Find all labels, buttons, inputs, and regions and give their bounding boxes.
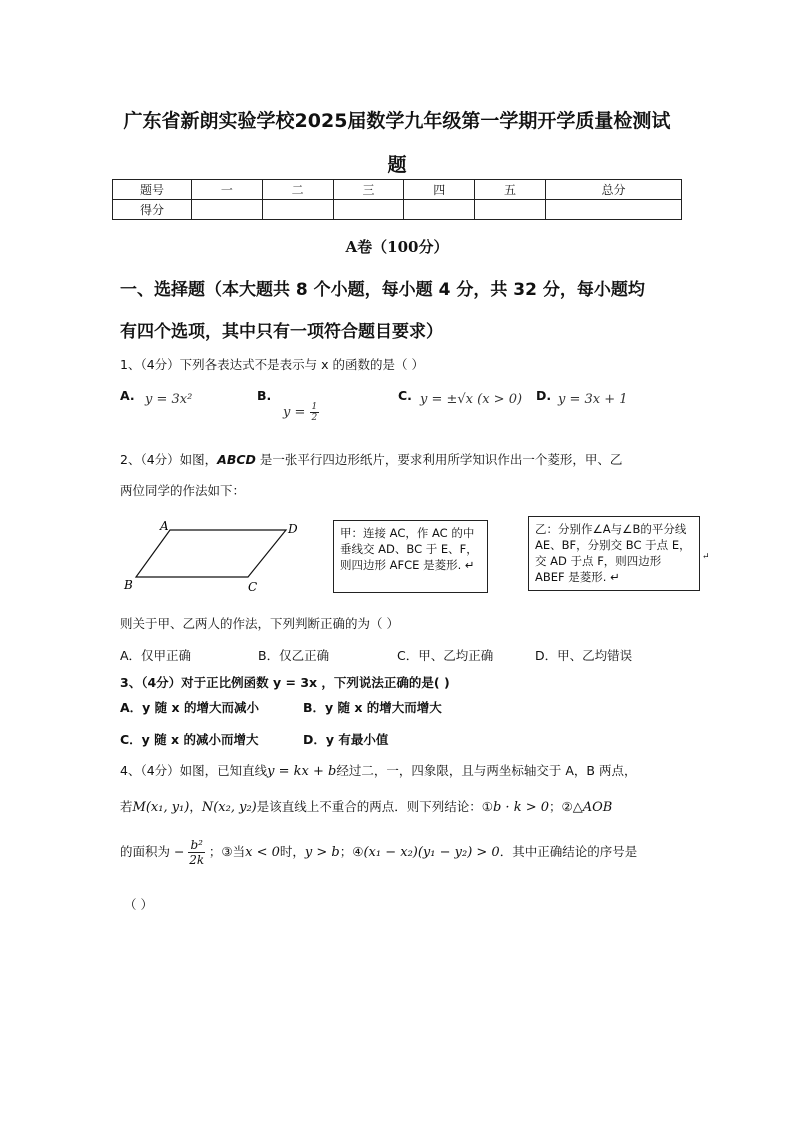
- q4-text: 经过二，一，四象限，且与两坐标轴交于 A，B 两点，: [336, 763, 637, 778]
- volume-heading: A卷（100分）: [345, 238, 449, 256]
- vertex-label-b: B: [124, 578, 133, 592]
- parallelogram-figure: [118, 515, 318, 597]
- q3-option-c: C．y 随 x 的减小而增大: [120, 732, 259, 747]
- q2-option-c: C．甲、乙均正确: [397, 648, 494, 663]
- q3-option-a: A．y 随 x 的增大而减小: [120, 700, 259, 715]
- fraction-denominator: 2: [311, 413, 318, 423]
- q1-option-c-label: C.: [398, 388, 412, 403]
- score-table-score-row: [113, 200, 682, 220]
- question-2-stem-continued: 两位同学的作法如下：: [120, 483, 246, 498]
- q4-conclusion-4: (x₁ − x₂)(y₁ − y₂) > 0: [363, 845, 500, 860]
- q4-text: ，: [189, 799, 202, 814]
- q1-option-b-label: B.: [257, 388, 272, 403]
- q2-option-b: B．仅乙正确: [258, 648, 330, 663]
- question-2-stem: [120, 450, 622, 468]
- q4-text: 若: [120, 799, 133, 814]
- q4-conclusion-1: b · k > 0: [492, 800, 549, 815]
- method-yi-box: 乙：分别作∠A与∠B的平分线 AE、BF，分别交 BC 于点 E，交 AD 于点 F，则四边形 ABEF 是菱形. ↵: [528, 516, 700, 591]
- vertex-label-d: D: [288, 522, 298, 536]
- method-jia-box: 甲：连接 AC，作 AC 的中垂线交 AD、BC 于 E、F，则四边形 AFCE 是菱形. ↵: [333, 520, 488, 593]
- q4-triangle: △AOB: [572, 800, 613, 815]
- score-table-header-row: [113, 180, 682, 200]
- q2-option-d: D．甲、乙均错误: [535, 648, 633, 663]
- score-input-cell[interactable]: [192, 200, 263, 220]
- q4-text: ；④: [339, 844, 364, 859]
- parallelogram-abcd: [136, 530, 286, 577]
- score-cell: 总分: [545, 180, 681, 200]
- q1-option-a-label: A.: [120, 388, 135, 403]
- question-2-question: 则关于甲、乙两人的作法，下列判断正确的为（ ）: [120, 616, 399, 631]
- question-1-stem: 1、（4分）下列各表达式不是表示与 x 的函数的是（ ）: [120, 357, 424, 372]
- section-heading: 一、选择题（本大题共 8 个小题，每小题 4 分，共 32 分，每小题均: [120, 280, 645, 300]
- q4-text: 4、（4分）如图，已知直线: [120, 763, 268, 778]
- q4-text: 的面积为 −: [120, 844, 185, 859]
- q1-option-d-formula: y = 3x + 1: [558, 392, 628, 407]
- fraction-denominator: 2k: [189, 853, 205, 867]
- score-input-cell[interactable]: [545, 200, 681, 220]
- document-title-continued: 题: [387, 154, 407, 176]
- vertex-label-c: C: [248, 580, 258, 594]
- question-3-stem: 3、（4分）对于正比例函数 y = 3x ，下列说法正确的是( ): [120, 675, 450, 690]
- q4-condition-x: x < 0: [245, 845, 280, 860]
- q4-text: 时，: [279, 844, 305, 859]
- q4-text: 是该直线上不重合的两点．则下列结论：①: [256, 799, 493, 814]
- q3-option-d: D．y 有最小值: [303, 732, 389, 747]
- fraction-numerator: b²: [190, 838, 203, 852]
- vertex-label-a: A: [160, 519, 169, 533]
- q4-point-n: N(x₂, y₂): [201, 800, 257, 815]
- q1-option-a-formula: y = 3x²: [145, 392, 193, 407]
- q4-condition-y: y > b: [304, 845, 340, 860]
- q4-text: ．其中正确结论的序号是: [499, 844, 638, 859]
- score-cell: 题号: [113, 180, 192, 200]
- document-title: 广东省新朗实验学校2025届数学九年级第一学期开学质量检测试: [123, 110, 671, 132]
- q1-option-c-formula: y = ±√x (x > 0): [420, 392, 523, 407]
- score-input-cell[interactable]: [262, 200, 333, 220]
- question-4-line-2: [120, 797, 612, 815]
- q4-area-fraction: [188, 838, 205, 867]
- section-heading-continued: 有四个选项，其中只有一项符合题目要求）: [120, 322, 443, 342]
- q4-line-equation: y = kx + b: [267, 764, 337, 779]
- score-input-cell[interactable]: [333, 200, 404, 220]
- q2-stem-suffix: 是一张平行四边形纸片，要求利用所学知识作出一个菱形，甲、乙: [255, 452, 623, 467]
- question-4-answer-blank: （ ）: [124, 897, 153, 912]
- q1-option-b-lhs: y =: [283, 405, 306, 420]
- return-mark: ↵: [702, 552, 710, 562]
- q1-option-b-formula: [283, 402, 319, 423]
- q3-option-b: B．y 随 x 的增大而增大: [303, 700, 442, 715]
- score-cell: 三: [333, 180, 404, 200]
- q2-stem-prefix: 2、（4分）如图，: [120, 452, 218, 467]
- q1-option-d-label: D.: [536, 388, 552, 403]
- q2-option-a: A．仅甲正确: [120, 648, 192, 663]
- q4-text: ；③当: [208, 844, 246, 859]
- score-table: [112, 179, 682, 220]
- score-input-cell[interactable]: [475, 200, 546, 220]
- q4-text: ；②: [549, 799, 573, 814]
- score-cell: 五: [475, 180, 546, 200]
- question-4-line-3: [120, 838, 637, 867]
- score-cell: 得分: [113, 200, 192, 220]
- score-input-cell[interactable]: [404, 200, 475, 220]
- fraction-numerator: 1: [311, 402, 318, 412]
- score-cell: 二: [262, 180, 333, 200]
- q1-option-b-fraction: [310, 402, 320, 423]
- q2-figure-name: ABCD: [217, 452, 256, 467]
- question-4-line-1: [120, 761, 636, 779]
- score-cell: 一: [192, 180, 263, 200]
- q4-point-m: M(x₁, y₁): [132, 800, 190, 815]
- score-cell: 四: [404, 180, 475, 200]
